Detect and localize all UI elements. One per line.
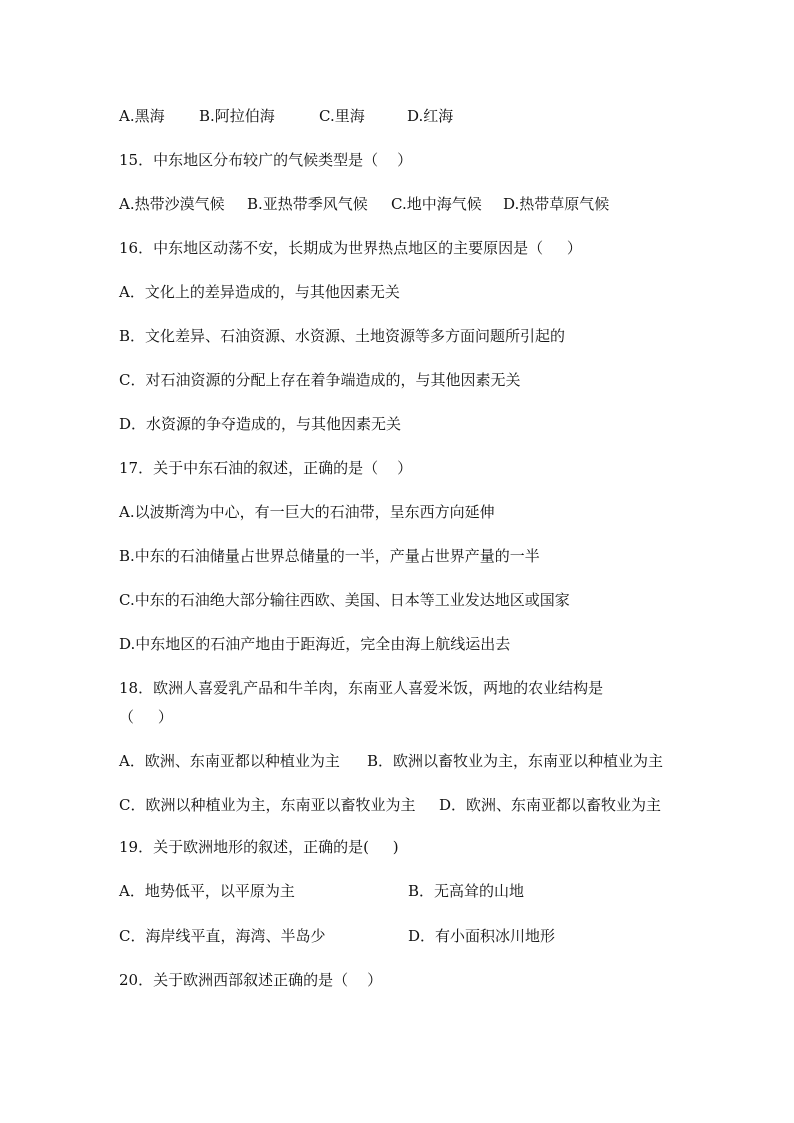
q15-option-c: C.地中海气候 <box>391 195 482 213</box>
q14-option-c: C.里海 <box>319 107 365 125</box>
q17-option-d: D.中东地区的石油产地由于距海近，完全由海上航线运出去 <box>119 635 511 653</box>
q18-option-d: D．欧洲、东南亚都以畜牧业为主 <box>439 796 662 814</box>
q19-option-b: B．无高耸的山地 <box>408 882 525 900</box>
q16-option-c: C．对石油资源的分配上存在着争端造成的，与其他因素无关 <box>119 371 521 389</box>
q18-stem-line1: 18．欧洲人喜爱乳产品和牛羊肉，东南亚人喜爱米饭，两地的农业结构是 <box>119 679 604 697</box>
q18-option-b: B．欧洲以畜牧业为主，东南亚以种植业为主 <box>367 752 664 770</box>
q20-stem: 20．关于欧洲西部叙述正确的是（ ） <box>119 971 383 989</box>
q16-option-a: A．文化上的差异造成的，与其他因素无关 <box>119 283 400 301</box>
q14-option-a: A.黑海 <box>119 107 165 125</box>
q16-stem: 16．中东地区动荡不安，长期成为世界热点地区的主要原因是（ ） <box>119 239 582 257</box>
q17-stem: 17．关于中东石油的叙述，正确的是（ ） <box>119 459 413 477</box>
q17-option-b: B.中东的石油储量占世界总储量的一半，产量占世界产量的一半 <box>119 547 540 565</box>
q18-option-a: A．欧洲、东南亚都以种植业为主 <box>119 752 340 770</box>
q16-option-d: D．水资源的争夺造成的，与其他因素无关 <box>119 415 402 433</box>
q14-option-b: B.阿拉伯海 <box>199 107 275 125</box>
q19-option-c: C．海岸线平直，海湾、半岛少 <box>119 927 326 945</box>
q15-option-b: B.亚热带季风气候 <box>247 195 368 213</box>
q17-option-c: C.中东的石油绝大部分输往西欧、美国、日本等工业发达地区或国家 <box>119 591 570 609</box>
q19-option-a: A．地势低平，以平原为主 <box>119 882 295 900</box>
q18-stem-line2: （ ） <box>119 708 173 726</box>
q17-option-a: A.以波斯湾为中心，有一巨大的石油带，呈东西方向延伸 <box>119 503 495 521</box>
q15-stem: 15．中东地区分布较广的气候类型是（ ） <box>119 151 413 169</box>
q15-option-d: D.热带草原气候 <box>503 195 610 213</box>
q15-option-a: A.热带沙漠气候 <box>119 195 225 213</box>
q18-option-c: C．欧洲以种植业为主，东南亚以畜牧业为主 <box>119 796 416 814</box>
q16-option-b: B．文化差异、石油资源、水资源、土地资源等多方面问题所引起的 <box>119 327 566 345</box>
q19-option-d: D．有小面积冰川地形 <box>408 927 556 945</box>
q19-stem: 19．关于欧洲地形的叙述，正确的是( ) <box>119 838 399 856</box>
q14-option-d: D.红海 <box>407 107 454 125</box>
